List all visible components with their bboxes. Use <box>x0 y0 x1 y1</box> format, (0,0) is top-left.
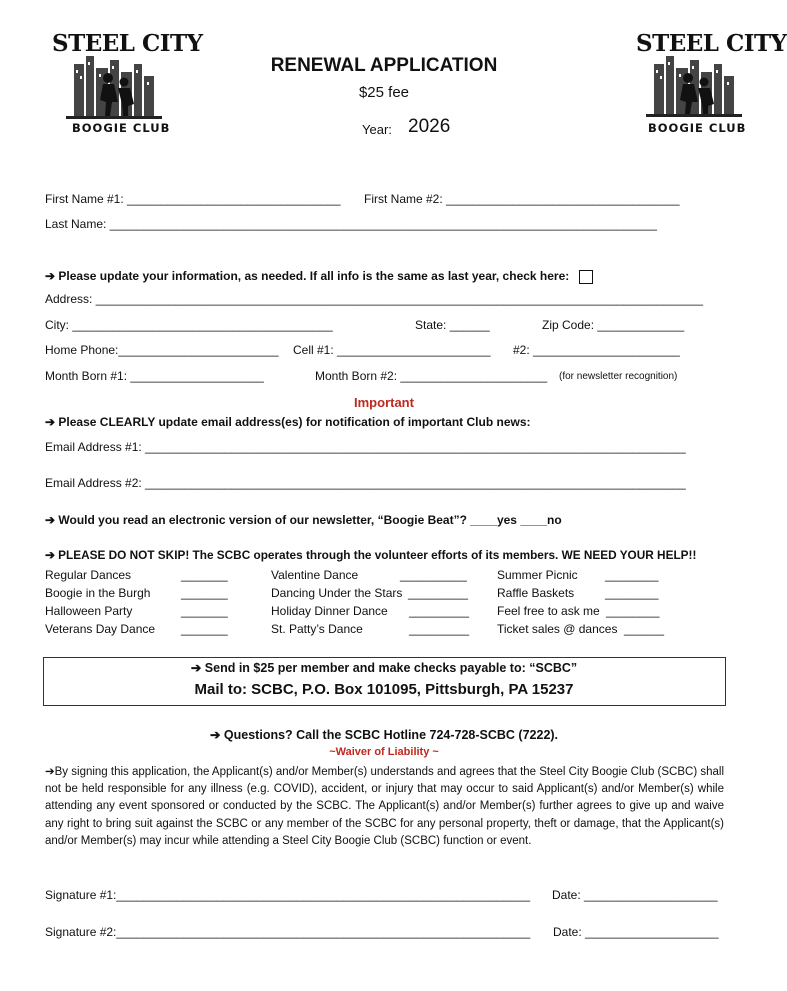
volunteer-label: Veterans Day Dance <box>45 622 156 636</box>
volunteer-blank[interactable]: _________ <box>408 586 469 600</box>
state-field[interactable]: State: ______ <box>415 318 490 332</box>
form-title: RENEWAL APPLICATION <box>270 55 498 76</box>
hotline-text: Questions? Call the SCBC Hotline 724-728-SCBC (7222). <box>223 728 559 742</box>
volunteer-blank[interactable]: _________ <box>409 604 470 618</box>
volunteer-label: Summer Picnic <box>497 568 578 582</box>
arrow-right-icon: ➔ <box>45 415 56 429</box>
arrow-right-icon: ➔ <box>45 766 55 778</box>
arrow-right-icon: ➔ <box>45 269 56 283</box>
year-value: 2026 <box>408 116 451 137</box>
volunteer-blank[interactable]: ________ <box>606 604 660 618</box>
mailing-address: Mail to: SCBC, P.O. Box 101095, Pittsburgh, PA 15237 <box>194 681 574 698</box>
email-instruction <box>45 415 531 429</box>
fee-text: $25 fee <box>358 84 410 101</box>
year-label: Year: <box>362 122 392 137</box>
volunteer-blank[interactable]: _______ <box>181 622 228 636</box>
volunteer-label: Dancing Under the Stars <box>271 586 403 600</box>
cell-2-field[interactable]: #2: ______________________ <box>513 343 680 357</box>
arrow-right-icon: ➔ <box>190 661 202 675</box>
volunteer-label: Ticket sales @ dances <box>497 622 618 636</box>
address-field[interactable]: Address: ___________________________________________________________________________________________ <box>45 292 704 306</box>
newsletter-question-text[interactable]: Would you read an electronic version of our newsletter, “Boogie Beat”? ____yes ____no <box>58 513 562 527</box>
arrow-right-icon: ➔ <box>45 513 56 527</box>
month-born-1-field[interactable]: Month Born #1: ____________________ <box>45 369 264 383</box>
email-1-field[interactable]: Email Address #1: _________________________________________________________________________________ <box>45 440 686 454</box>
date-1-field[interactable]: Date: ____________________ <box>552 888 718 902</box>
volunteer-header-text: PLEASE DO NOT SKIP! The SCBC operates through the volunteer efforts of its members. WE NEED YOUR HELP!! <box>58 548 697 562</box>
month-born-2-field[interactable]: Month Born #2: ______________________ <box>315 369 548 383</box>
volunteer-blank[interactable]: _________ <box>409 622 470 636</box>
volunteer-label: Raffle Baskets <box>497 586 575 600</box>
logo-bottom-text: BOOGIE CLUB <box>648 121 747 135</box>
volunteer-blank[interactable]: _______ <box>181 604 228 618</box>
volunteer-label: St. Patty’s Dance <box>271 622 363 636</box>
waiver-text: By signing this application, the Applicant(s) and/or Member(s) understands and agrees that the Steel City Boogie Club (SCBC) shall not be held responsible for any illness (e.g. COVID), accident, or injury that may occur to said Applicant(s) and/or Member(s) while attending any event sponsored or conducted by the SCBC. The Applicant(s) and/or Member(s) further agrees to give up and waive any right to bring suit against the SCBC or any member of the SCBC for any personal property, theft or damage, that the Applicant(s) and/or Member(s) may incur while attending a Steel City Boogie Club (SCBC) function or event. <box>45 766 724 847</box>
last-name-field[interactable]: Last Name: __________________________________________________________________________________ <box>45 217 657 231</box>
email-2-field[interactable]: Email Address #2: _________________________________________________________________________________ <box>45 476 686 490</box>
volunteer-blank[interactable]: ________ <box>605 568 659 582</box>
first-name-1-field[interactable]: First Name #1: ________________________________ <box>45 192 341 206</box>
waiver-title: ~Waiver of Liability ~ <box>329 746 439 758</box>
waiver-paragraph <box>45 764 724 850</box>
volunteer-label: Halloween Party <box>45 604 133 618</box>
newsletter-question <box>45 513 562 527</box>
logo-top-text: STEEL CITY <box>52 30 203 57</box>
volunteer-label: Feel free to ask me <box>497 604 600 618</box>
first-name-2-field[interactable]: First Name #2: ___________________________________ <box>364 192 680 206</box>
payment-instruction-text: Send in $25 per member and make checks payable to: “SCBC” <box>204 661 578 675</box>
hotline <box>0 727 768 742</box>
same-info-checkbox[interactable] <box>579 270 593 284</box>
volunteer-label: Regular Dances <box>45 568 132 582</box>
volunteer-label: Holiday Dinner Dance <box>271 604 388 618</box>
volunteer-blank[interactable]: ________ <box>605 586 659 600</box>
logo-top-text: STEEL CITY <box>636 30 787 57</box>
date-2-field[interactable]: Date: ____________________ <box>553 925 719 939</box>
volunteer-label: Valentine Dance <box>271 568 359 582</box>
cell-1-field[interactable]: Cell #1: _______________________ <box>293 343 491 357</box>
newsletter-recognition-note: (for newsletter recognition) <box>559 371 678 382</box>
volunteer-blank[interactable]: __________ <box>400 568 467 582</box>
volunteer-blank[interactable]: ______ <box>624 622 665 636</box>
update-instruction-text: Please update your information, as needed. If all info is the same as last year, check here: <box>58 269 570 283</box>
important-label: Important <box>354 395 414 410</box>
arrow-right-icon: ➔ <box>45 548 55 562</box>
volunteer-header <box>45 548 696 562</box>
payment-instruction <box>0 660 768 675</box>
home-phone-field[interactable]: Home Phone:________________________ <box>45 343 279 357</box>
update-instruction <box>45 269 569 283</box>
arrow-right-icon: ➔ <box>209 728 221 742</box>
signature-2-field[interactable]: Signature #2:______________________________________________________________ <box>45 925 531 939</box>
email-instruction-text: Please CLEARLY update email address(es) for notification of important Club news: <box>58 415 531 429</box>
volunteer-blank[interactable]: _______ <box>181 586 228 600</box>
signature-1-field[interactable]: Signature #1:______________________________________________________________ <box>45 888 531 902</box>
volunteer-blank[interactable]: _______ <box>181 568 228 582</box>
city-field[interactable]: City: _______________________________________ <box>45 318 333 332</box>
zip-field[interactable]: Zip Code: _____________ <box>542 318 685 332</box>
volunteer-label: Boogie in the Burgh <box>45 586 151 600</box>
logo-bottom-text: BOOGIE CLUB <box>72 121 171 135</box>
